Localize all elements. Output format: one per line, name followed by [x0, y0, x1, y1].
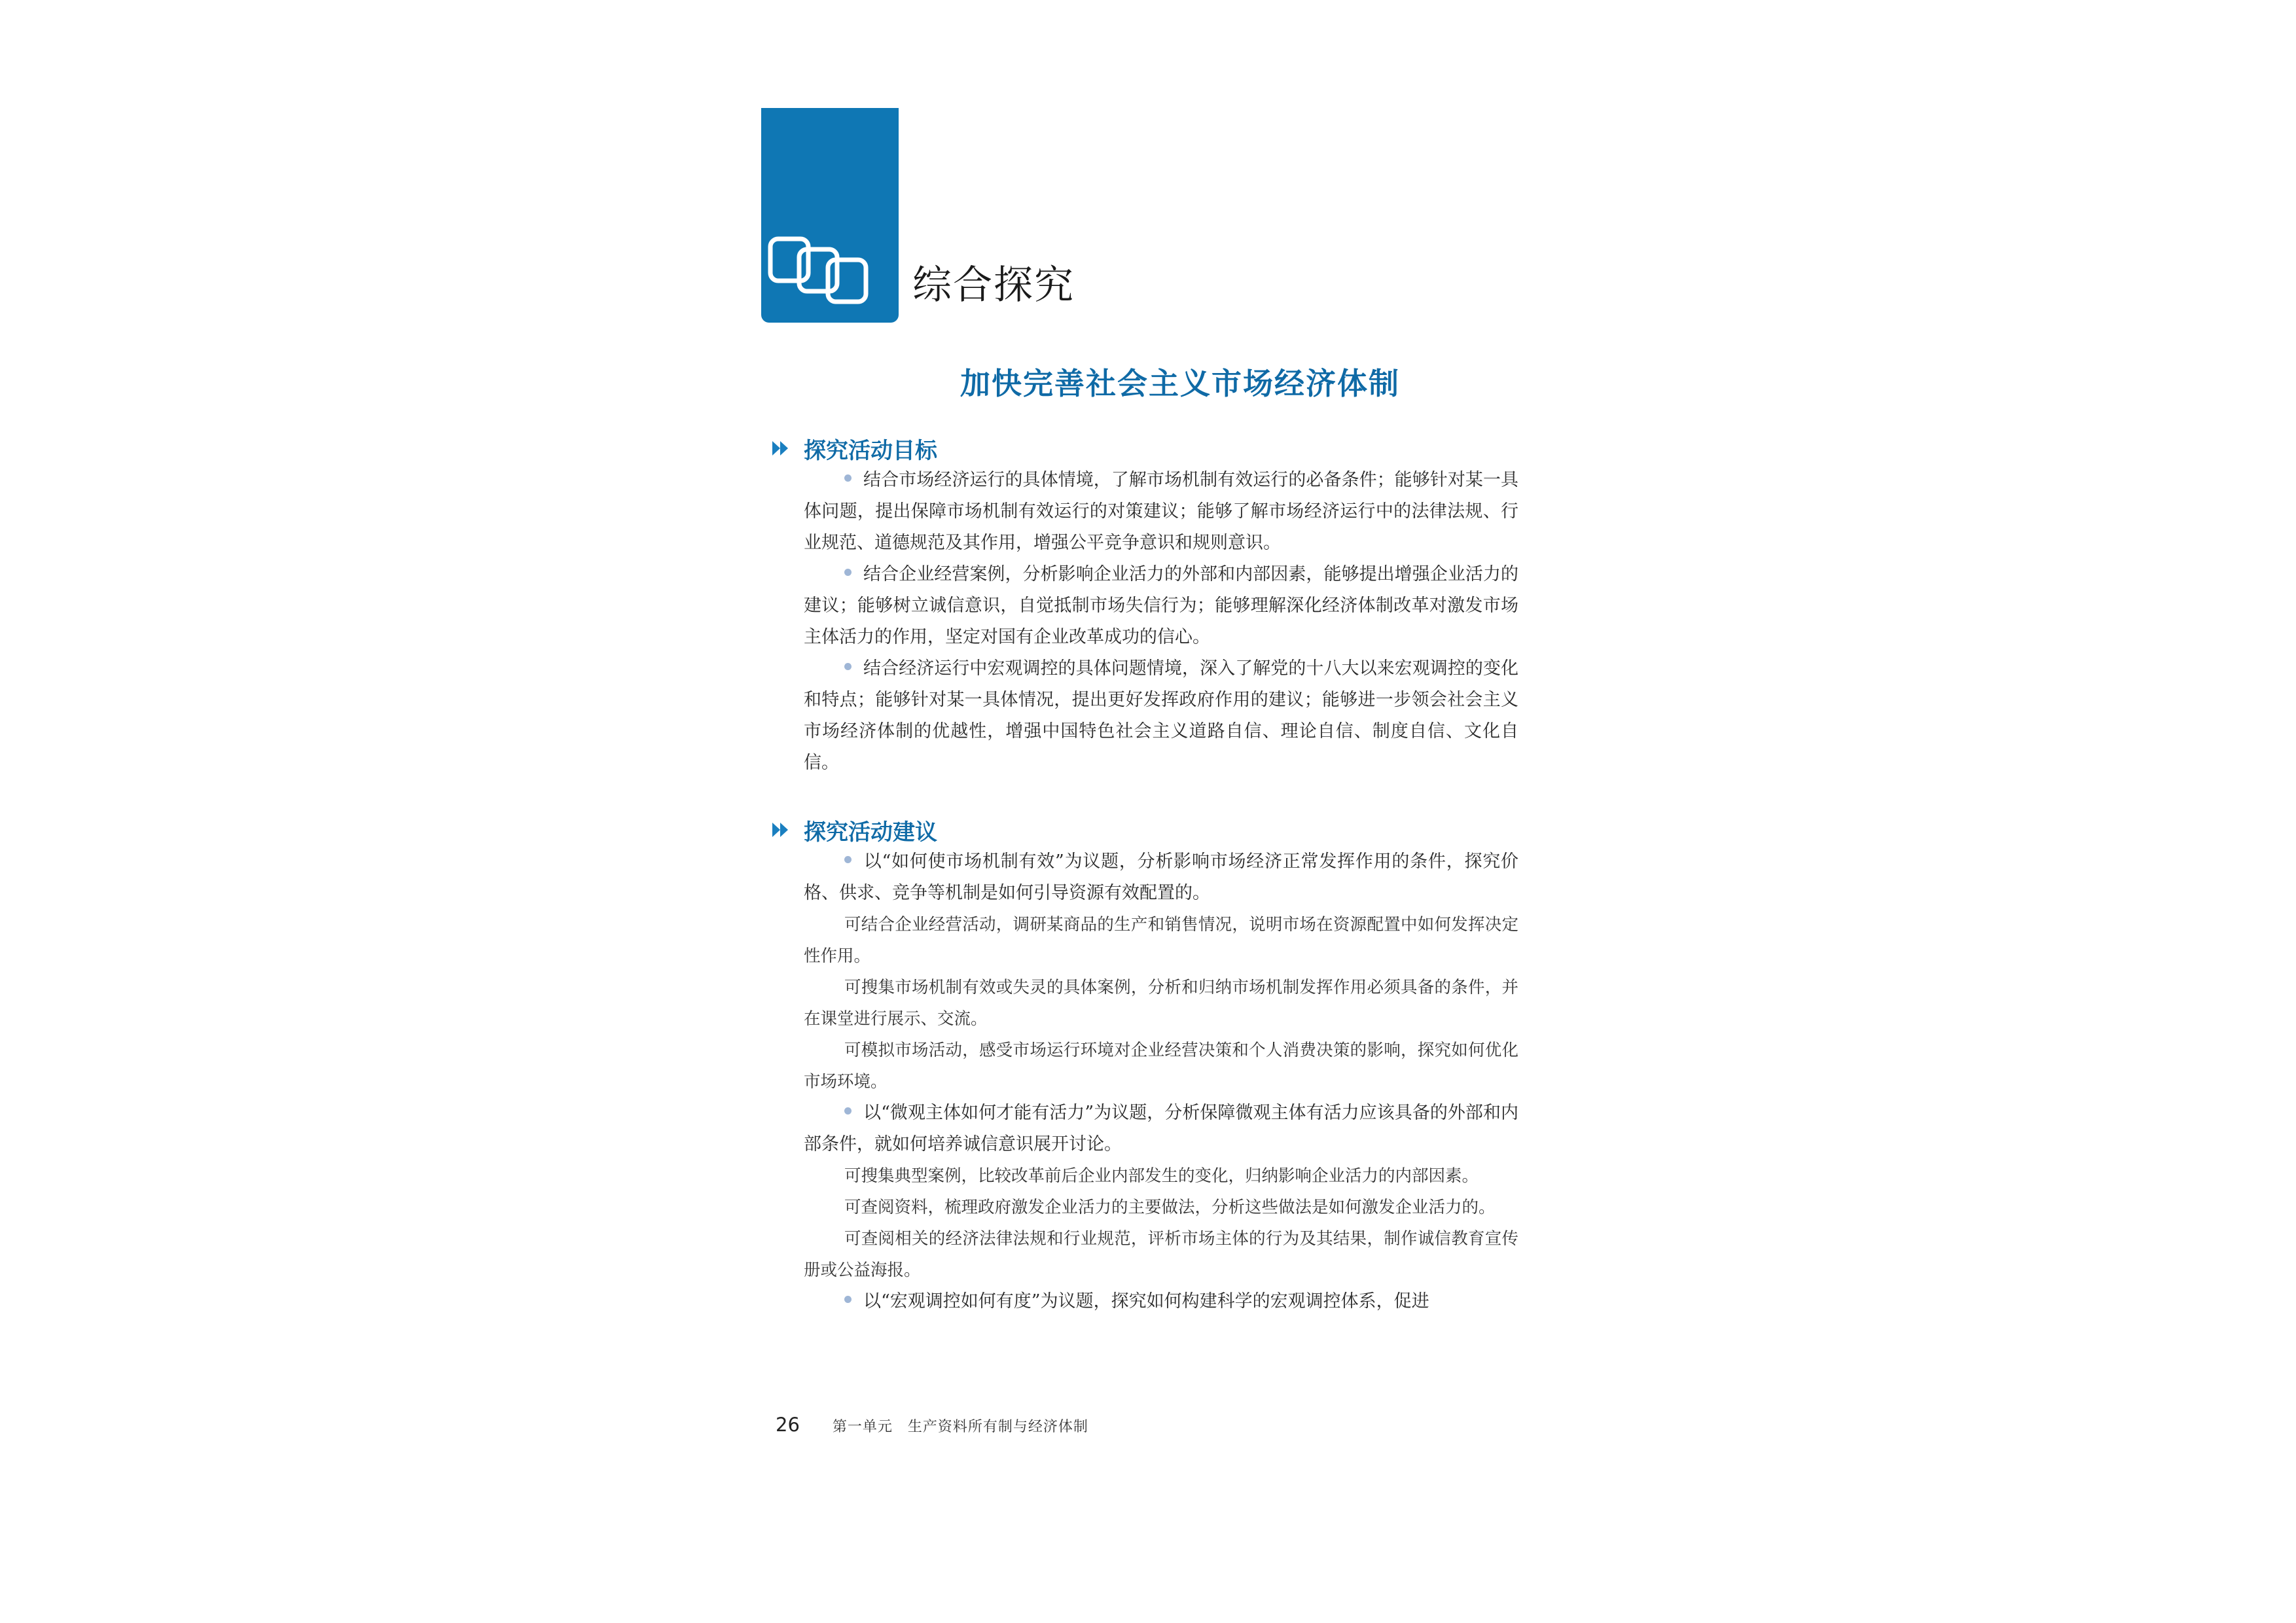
bullet-paragraph: [804, 465, 1518, 559]
section-title: 综合探究: [912, 262, 1075, 308]
paragraph-text: 可查阅资料，梳理政府激发企业活力的主要做法，分析这些做法是如何激发企业活力的。: [844, 1198, 1496, 1217]
bullet-dot-icon: [844, 1296, 852, 1303]
sub-paragraph: [804, 909, 1518, 972]
section-label: 探究活动建议: [804, 819, 937, 846]
linked-squares-icon: [766, 230, 874, 310]
sub-paragraph: [804, 1035, 1518, 1097]
section-heading: [771, 432, 1524, 465]
bullet-paragraph: [804, 846, 1518, 909]
section-goals: [771, 432, 1524, 779]
paragraph-text: 结合市场经济运行的具体情境，了解市场机制有效运行的必备条件；能够针对某一具体问题，提出保障市场机制有效运行的对策建议；能够了解市场经济运行中的法律法规、行业规范、道德规范及其作用，增强公平竞争意识和规则意识。: [804, 470, 1518, 553]
bullet-dot-icon: [844, 1107, 852, 1115]
bullet-paragraph: [804, 653, 1518, 779]
paragraph-text: 以“如何使市场机制有效”为议题，分析影响市场经济正常发挥作用的条件，探究价格、供求、竞争等机制是如何引导资源有效配置的。: [804, 851, 1518, 903]
section-heading: [771, 813, 1524, 846]
header-tab: [761, 108, 899, 323]
paragraph-text: 可查阅相关的经济法律法规和行业规范，评析市场主体的行为及其结果，制作诚信教育宣传册或公益海报。: [804, 1229, 1518, 1280]
bullet-dot-icon: [844, 856, 852, 863]
paragraph-text: 以“微观主体如何才能有活力”为议题，分析保障微观主体有活力应该具备的外部和内部条件，就如何培养诚信意识展开讨论。: [804, 1103, 1518, 1154]
bullet-dot-icon: [844, 474, 852, 482]
page-number: 26: [776, 1414, 800, 1436]
double-chevron-right-icon: [771, 820, 791, 840]
bullet-paragraph: [804, 1286, 1518, 1317]
sub-paragraph: [804, 1223, 1518, 1286]
paragraph-text: 可模拟市场活动，感受市场运行环境对企业经营决策和个人消费决策的影响，探究如何优化市场环境。: [804, 1041, 1518, 1092]
paragraph-text: 结合经济运行中宏观调控的具体问题情境，深入了解党的十八大以来宏观调控的变化和特点；能够针对某一具体情况，提出更好发挥政府作用的建议；能够进一步领会社会主义市场经济体制的优越性，增强中国特色社会主义道路自信、理论自信、制度自信、文化自信。: [804, 658, 1518, 773]
sub-paragraph: [804, 972, 1518, 1035]
section-body: [804, 465, 1518, 779]
section-body: [804, 846, 1518, 1317]
section-label: 探究活动目标: [804, 437, 937, 464]
paragraph-text: 可结合企业经营活动，调研某商品的生产和销售情况，说明市场在资源配置中如何发挥决定性作用。: [804, 915, 1518, 966]
bullet-dot-icon: [844, 569, 852, 576]
sub-paragraph: [804, 1192, 1518, 1223]
page-footer: [776, 1414, 1088, 1436]
unit-title: 第一单元 生产资料所有制与经济体制: [832, 1419, 1088, 1435]
bullet-paragraph: [804, 1097, 1518, 1160]
bullet-dot-icon: [844, 663, 852, 670]
double-chevron-right-icon: [771, 438, 791, 458]
paragraph-text: 可搜集市场机制有效或失灵的具体案例，分析和归纳市场机制发挥作用必须具备的条件，并在课堂进行展示、交流。: [804, 978, 1518, 1029]
sub-paragraph: [804, 1160, 1518, 1192]
paragraph-text: 可搜集典型案例，比较改革前后企业内部发生的变化，归纳影响企业活力的内部因素。: [844, 1166, 1479, 1186]
section-suggestions: [771, 813, 1524, 1317]
paragraph-text: 结合企业经营案例，分析影响企业活力的外部和内部因素，能够提出增强企业活力的建议；能够树立诚信意识，自觉抵制市场失信行为；能够理解深化经济体制改革对激发市场主体活力的作用，坚定对国有企业改革成功的信心。: [804, 564, 1518, 647]
page-title: 加快完善社会主义市场经济体制: [960, 366, 1400, 401]
textbook-page: [761, 105, 1534, 1466]
bullet-paragraph: [804, 559, 1518, 653]
paragraph-text: 以“宏观调控如何有度”为议题，探究如何构建科学的宏观调控体系，促进: [863, 1291, 1429, 1311]
